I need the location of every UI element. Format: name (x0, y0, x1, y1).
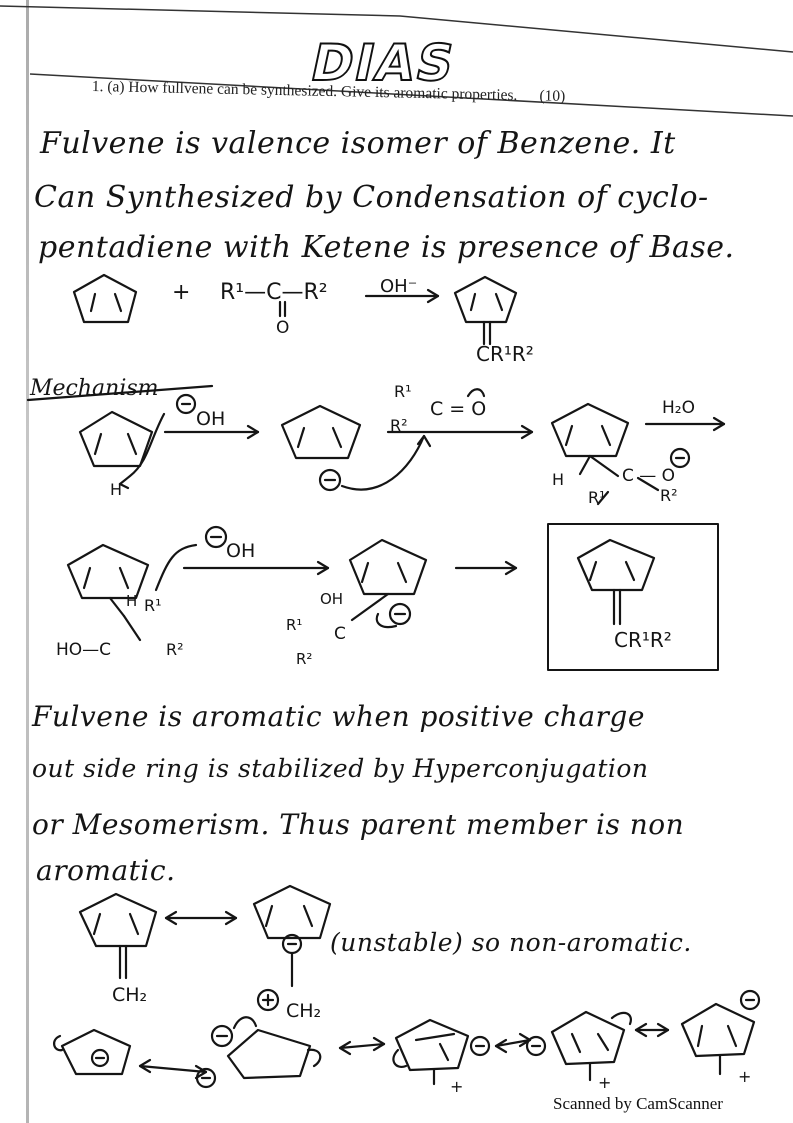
mech-step2-r2: R² (390, 416, 408, 435)
resonance-neutral-ring (80, 894, 156, 978)
mech-step2-ring (282, 406, 430, 490)
mech-step4-r2: R² (166, 640, 184, 659)
svg-text:+: + (598, 1073, 612, 1092)
aromatic-line-3: or Mesomerism. Thus parent member is non (32, 808, 685, 841)
mech-step4-base: OH (226, 540, 256, 562)
reaction-condition: OH⁻ (380, 276, 418, 297)
resonance-ch2-neutral: CH₂ (112, 984, 148, 1006)
resonance-dipolar-ring (254, 886, 330, 1010)
mech-step1-hydrogen: H (110, 480, 123, 499)
reaction-product-label: CR¹R² (476, 342, 534, 366)
bottom-ring-5 (682, 991, 759, 1074)
fulvene-product-ring (455, 277, 516, 344)
scanner-watermark: Scanned by CamScanner (553, 1094, 723, 1113)
mech-step1-base: OH (196, 408, 226, 430)
bottom-ring-4 (527, 1012, 631, 1080)
cyclopentadiene-ring (74, 275, 136, 322)
mech-step3-alkoxide: C — O (622, 466, 676, 486)
mech-step4-ring (68, 527, 226, 640)
reaction-plus: + (172, 280, 191, 305)
boxed-product-label: CR¹R² (614, 628, 672, 652)
mech-step3-reagent: H₂O (662, 398, 695, 418)
question-body: 1. (a) How fullvene can be synthesized. Give its aromatic properties. (91, 78, 518, 104)
mech-step5-r2: R² (296, 650, 313, 668)
bottom-ring-3 (393, 1020, 489, 1084)
mech-step5-r1: R¹ (286, 616, 303, 634)
bottom-ring-2 (197, 1017, 320, 1087)
mech-step2-carbonyl: C = O (430, 398, 487, 420)
resonance-ch2-cation: CH₂ (286, 1000, 322, 1022)
svg-text:+: + (450, 1077, 464, 1096)
resonance-note: (unstable) so non-aromatic. (330, 928, 692, 957)
reaction-reagent: R¹—C—R² (220, 280, 328, 305)
mechanism-title: Mechanism (30, 376, 159, 401)
mech-step1-ring (80, 395, 195, 488)
question-marks: (10) (539, 87, 566, 105)
dias-logo: DIAS (305, 34, 461, 92)
svg-text:+: + (738, 1067, 752, 1086)
aromatic-line-2: out side ring is stabilized by Hyperconjugation (32, 754, 649, 783)
mech-step3-hydrogen: H (552, 470, 565, 489)
mech-step4-hydroxyl-carbon: HO—C (56, 640, 112, 660)
reaction-carbonyl-oxygen: O (276, 318, 290, 338)
mech-step4-hydrogen: H (126, 592, 138, 610)
mech-step5-ring (350, 540, 426, 627)
intro-line-2: Can Synthesized by Condensation of cyclo- (34, 180, 709, 215)
intro-line-1: Fulvene is valence isomer of Benzene. It (40, 126, 676, 161)
mech-step5-hydroxyl: OH (320, 590, 344, 608)
aromatic-line-1: Fulvene is aromatic when positive charge (32, 700, 645, 733)
mech-step5-carbon: C (334, 624, 346, 644)
mech-step3-r2: R² (660, 486, 678, 505)
mech-step4-r1: R¹ (144, 596, 162, 615)
aromatic-line-4: aromatic. (36, 854, 176, 887)
bottom-ring-1 (54, 1030, 130, 1074)
mech-step3-r1: R¹ (588, 488, 606, 507)
intro-line-3: pentadiene with Ketene is presence of Base. (38, 230, 735, 265)
mech-step2-r1: R¹ (394, 382, 412, 401)
